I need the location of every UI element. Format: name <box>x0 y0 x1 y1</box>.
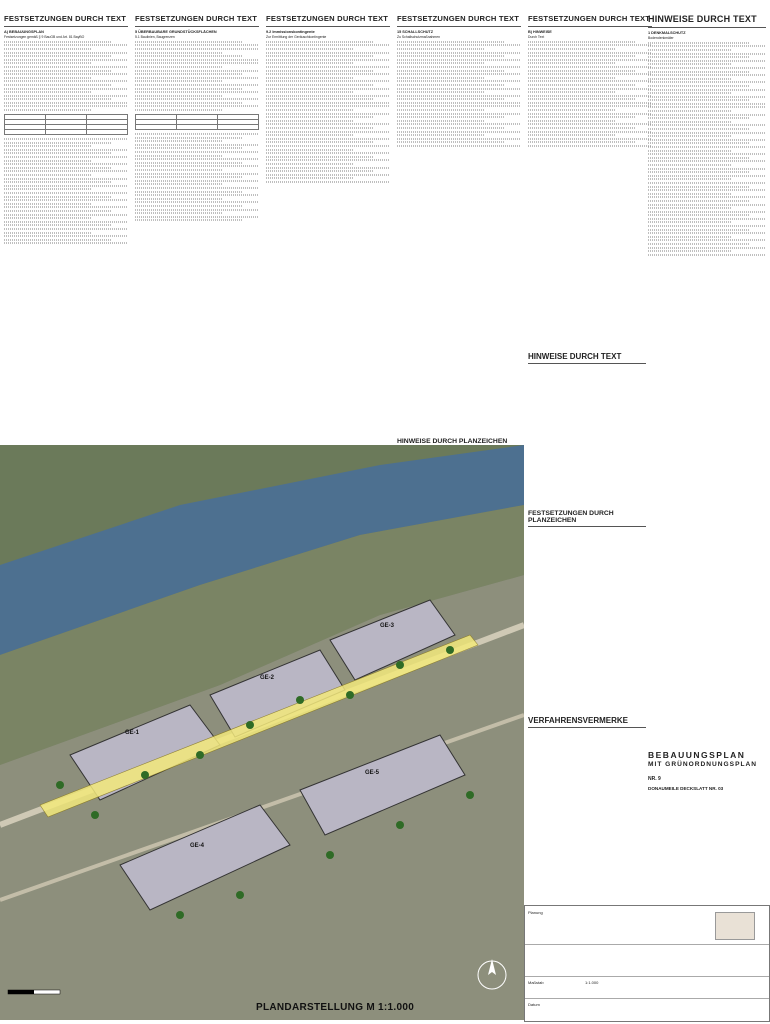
zone-label-ge2: GE-2 <box>260 675 275 681</box>
text-column-6 <box>648 0 766 257</box>
section-title: B) HINWEISE Durch Text <box>528 30 552 39</box>
scale-value: 1:1.000 <box>585 980 599 985</box>
column-header: HINWEISE DURCH TEXT <box>648 0 766 28</box>
text-column-5 <box>528 0 652 149</box>
festsetzungen-planzeichen-heading-b: FESTSETZUNGEN DURCH PLANZEICHEN <box>528 510 646 527</box>
verfahrensvermerke-heading: VERFAHRENSVERMERKE <box>528 716 646 728</box>
zone-label-ge1: GE-1 <box>125 730 140 736</box>
text-column-1 <box>4 0 128 246</box>
text-column-4 <box>397 0 521 149</box>
column-header: FESTSETZUNGEN DURCH TEXT <box>528 0 652 27</box>
section-title: A) BEBAUUNGSPLAN Festsetzungen gemäß § 9 BauGB und Art. 81 BayBO <box>4 30 85 39</box>
column-header: FESTSETZUNGEN DURCH TEXT <box>266 0 390 27</box>
section-title: 9.2 Immissionskontingente Zur Ermittlung der Geräuschkontingente <box>266 30 327 39</box>
column-header: FESTSETZUNGEN DURCH TEXT <box>397 0 521 27</box>
zone-label-ge4: GE-4 <box>190 843 205 849</box>
site-plan-map <box>0 445 524 1020</box>
text-column-3 <box>266 0 390 185</box>
hinweise-text-heading: HINWEISE DURCH TEXT <box>528 352 646 364</box>
massstab-label: Maßstab <box>528 980 544 985</box>
parameter-table <box>4 114 128 135</box>
datum-label: Datum <box>528 1002 540 1007</box>
title-block <box>524 905 770 1022</box>
zone-label-ge3: GE-3 <box>380 623 395 629</box>
column-header: FESTSETZUNGEN DURCH TEXT <box>135 0 259 27</box>
section-title: 1 DENKMALSCHUTZ Bodendenkmäler <box>648 31 686 40</box>
logo-mark <box>715 912 755 940</box>
planung-label: Planung <box>528 910 543 915</box>
main-title: BEBAUUNGSPLAN MIT GRÜNORDNUNGSPLAN NR. 9 DONAUMEILE DECKSLATT NR. 03 <box>648 750 758 791</box>
hinweise-planzeichen-heading: HINWEISE DURCH PLANZEICHEN <box>397 438 521 448</box>
contingent-table <box>135 114 259 130</box>
plan-title: PLANDARSTELLUNG M 1:1.000 <box>256 1002 415 1013</box>
section-title: 15 SCHALLSCHUTZ Zu Schallschutzmaßnahmen <box>397 30 440 39</box>
section-title: 5 ÜBERBAUBARE GRUNDSTÜCKSFLÄCHEN 5.1 Baulinien, Baugrenzen <box>135 30 217 39</box>
column-header: FESTSETZUNGEN DURCH TEXT <box>4 0 128 27</box>
aerial-plan-svg <box>0 445 524 1020</box>
zone-label-ge5: GE-5 <box>365 770 380 776</box>
text-column-2 <box>135 0 259 223</box>
